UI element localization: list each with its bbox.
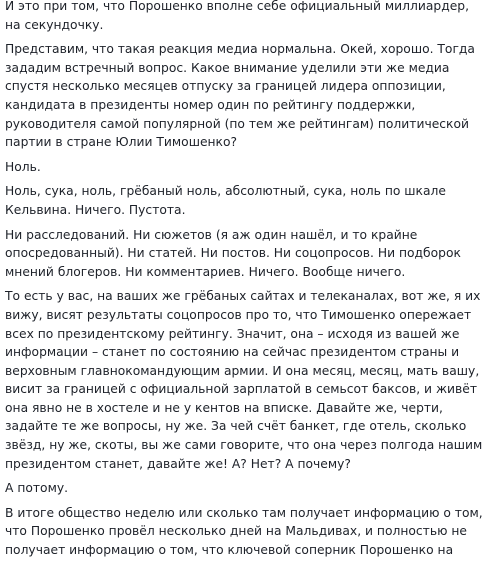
- paragraph-7: А потому.: [5, 481, 69, 496]
- paragraph-3: Ноль.: [5, 159, 41, 174]
- paragraph-8: В итоге общество неделю или сколько там получает информацию о том, что Порошенко провёл несколько дней на Мальдивах, и полностью не получает информацию о том, что ключевой соперник Порошенко на: [5, 505, 483, 558]
- paragraph-2: Представим, что такая реакция медиа нормальна. Окей, хорошо. Тогда зададим встречный вопрос. Какое внимание уделили эти же медиа спустя несколько месяцев отпуску за границей лидера оппозиции, кандидата в президенты номер один по рейтингу поддержки, руководителя самой популярной (по тем же рейтингам) политической партии в стране Юлии Тимошенко?: [5, 42, 475, 150]
- paragraph-5: Ни расследований. Ни сюжетов (я аж один нашёл, и то крайне опосредованный). Ни статей. Ни постов. Ни соцопросов. Ни подборок мнений блогеров. Ни комментариев. Ничего. Вообще ничего.: [5, 227, 461, 279]
- paragraph-4: Ноль, сука, ноль, грёбаный ноль, абсолютный, сука, ноль по шкале Кельвина. Ничего. Пустота.: [5, 184, 446, 217]
- paragraph-1: И это при том, что Порошенко вполне себе официальный миллиардер, на секундочку.: [5, 0, 470, 32]
- paragraph-6: То есть у вас, на ваших же грёбаных сайтах и телеканалах, вот же, я их вижу, висят результаты соцопросов про то, что Тимошенко опережает всех по президентскому рейтингу. Значит, она – исходя из вашей же информации – станет по состоянию на сейчас президентом страны и верховным главнокомандующим армии. И она месяц, месяц, мать вашу, висит за границей с официальной зарплатой в семьсот баксов, и живёт она явно не в хостеле и не у кентов на вписке. Давайте же, черти, задайте те же вопросы, ну же. За чей счёт банкет, где отель, сколько звёзд, ну же, скоты, вы же сами говорите, что она через полгода нашим президентом станет, давайте же! А? Нет? А почему?: [5, 289, 483, 471]
